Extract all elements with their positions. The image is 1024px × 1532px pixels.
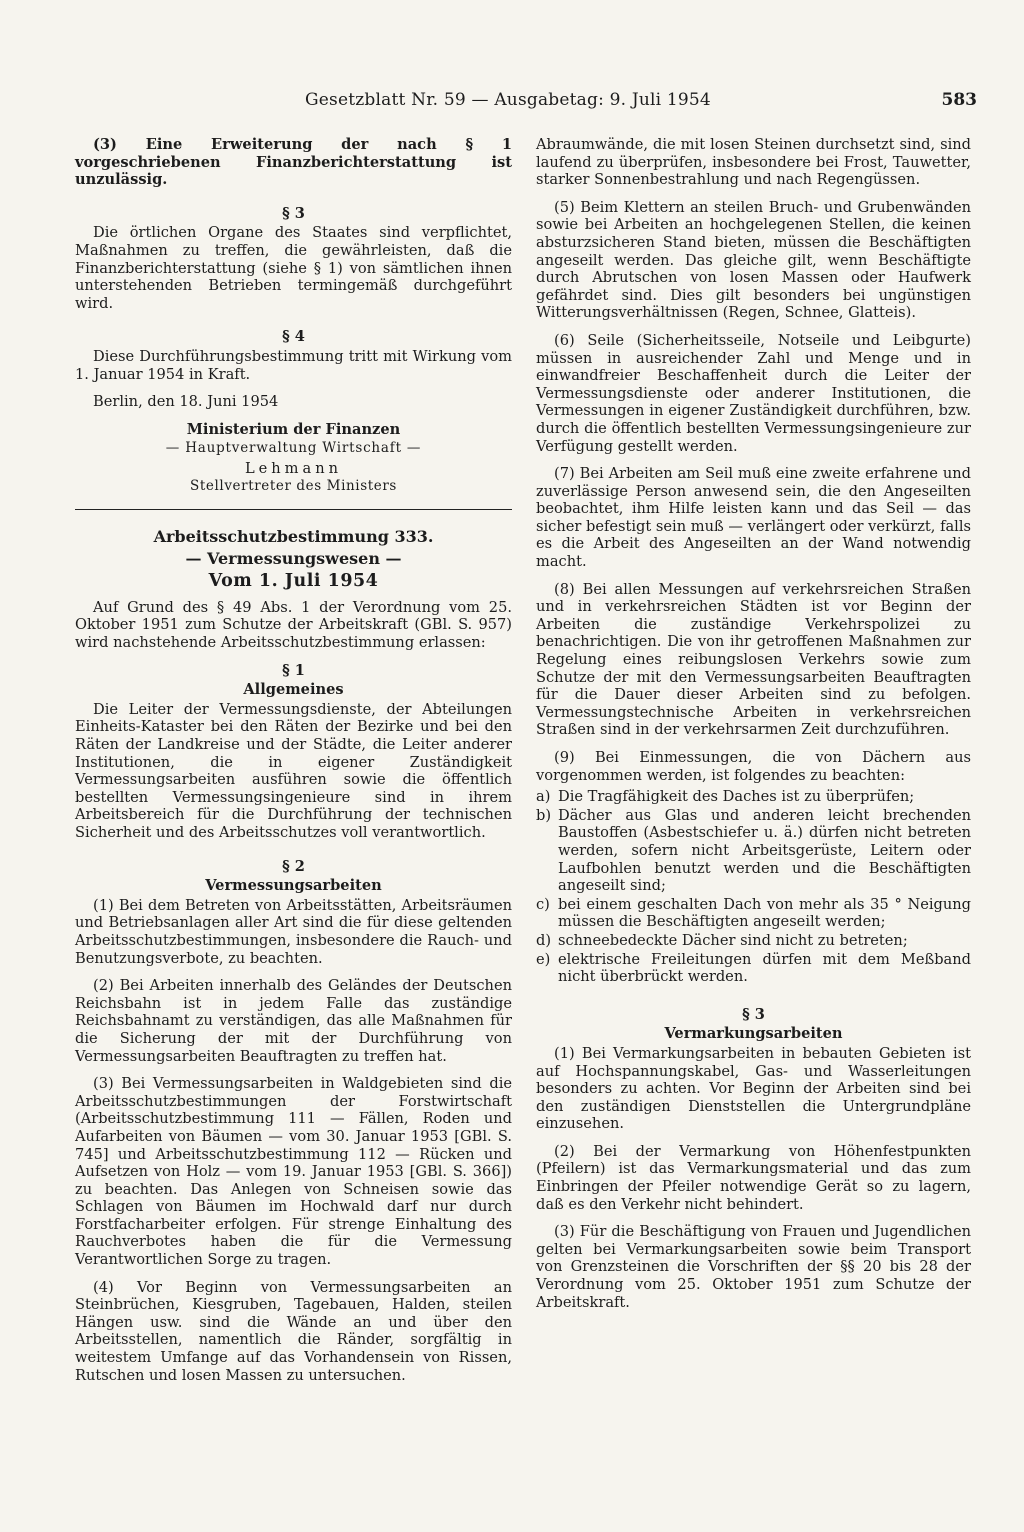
paragraph: (3) Bei Vermessungsarbeiten in Waldgebieten sind die Arbeitsschutzbestimmungen der Forstwirtschaft (Arbeitsschutzbestimmung 111 — Fällen, Roden und Aufarbeiten von Bäumen — vom 30. Januar 1953 [GBl. S. 745] und Arbeitsschutzbestimmung 112 — Rücken und Aufsetzen von Holz — vom 19. Januar 1953 [GBl. S. 366]) zu beachten. Das Anlegen von Schneisen sowie das Schlagen von Bäumen im Hochwald darf nur durch Forstfacharbeiter erfolgen. Für strenge Einhaltung des Rauchverbotes haben die für die Vermessung Verantwortlichen Sorge zu tragen. [75,1075,512,1269]
department-name: — Hauptverwaltung Wirtschaft — [165,440,422,457]
paragraph: (3) Eine Erweiterung der nach § 1 vorgeschriebenen Finanzberichterstattung ist unzulässig. [75,136,512,189]
left-column [75,136,512,1394]
paragraph: Die Leiter der Vermessungsdienste, der Abteilungen Einheits-Kataster bei den Räten der Bezirke und bei den Räten der Landkreise und der Städte, die Leiter anderer Institutionen, die in eigener Zuständigkeit Vermessungsarbeiten ausführen sowie die öffentlich bestellten Vermessungsingenieure sind in ihrem Arbeitsbereich für die Durchführung der technischen Sicherheit und des Arbeitsschutzes voll verantwortlich. [75,700,512,841]
paragraph: (1) Bei Vermarkungsarbeiten in bebauten Gebieten ist auf Hochspannungskabel, Gas- und Wasserleitungen besonders zu achten. Vor Beginn der Arbeiten sind bei den zuständigen Dienststellen die Untergrundpläne einzusehen. [536,1044,971,1133]
preamble: Auf Grund des § 49 Abs. 1 der Verordnung vom 25. Oktober 1951 zum Schutze der Arbeitskraft (GBl. S. 957) wird nachstehende Arbeitsschutzbestimmung erlassen: [75,598,512,652]
list-item [536,896,971,931]
list-item-label: a) [536,788,551,806]
section-title: Allgemeines [243,681,344,699]
list-item-label: e) [536,950,551,968]
list-item-label: d) [536,931,552,949]
list-item [536,932,971,950]
list-item-text: Dächer aus Glas und anderen leicht brechenden Baustoffen (Asbestschiefer u. ä.) dürfen nicht betreten werden, sofern nicht Arbeitsgerüste, Leitern oder Laufbohlen benutzt werden und die Beschäftigten angeseilt sind; [558,806,971,895]
paragraph: (7) Bei Arbeiten am Seil muß eine zweite erfahrene und zuverlässige Person anwesend sein, die den Angeseilten beobachtet, ihm Hilfe leisten kann und das Seil — das sicher befestigt sein muß — verlängert oder verkürzt, falls es die Arbeit des Angeseilten an der Wand notwendig macht. [536,465,971,571]
section-heading: § 3 [282,204,305,222]
paragraph: (4) Vor Beginn von Vermessungsarbeiten an Steinbrüchen, Kiesgruben, Tagebauen, Halden, steilen Hängen usw. sind die Wände an und über den Arbeitsstellen, namentlich die Ränder, sorgfältig in weitestem Umfange auf das Vorhandensein von Rissen, Rutschen und losen Massen zu untersuchen. [75,1278,512,1384]
paragraph: (8) Bei allen Messungen auf verkehrsreichen Straßen und in verkehrsreichen Städten ist vor Beginn der Arbeiten die zuständige Verkehrspolizei zu benachrichtigen. Die von ihr getroffenen Maßnahmen zur Regelung eines reibungslosen Verkehrs sowie zum Schutze der mit den Vermessungsarbeiten Beauftragten für die Dauer dieser Arbeiten sind zu befolgen. Vermessungstechnische Arbeiten in verkehrsreichen Straßen sind in der verkehrsarmen Zeit durchzuführen. [536,580,971,739]
section-title: Vermessungsarbeiten [205,877,382,895]
ordinance-subject: — Vermessungswesen — [185,548,402,568]
list-item-text: bei einem geschalten Dach von mehr als 35 ° Neigung müssen die Beschäftigten angeseilt werden; [558,895,971,931]
paragraph: Die örtlichen Organe des Staates sind verpflichtet, Maßnahmen zu treffen, die gewährleisten, daß die Finanzberichterstattung (siehe § 1) von sämtlichen ihnen unterstehenden Betrieben termingemäß durchgeführt wird. [75,224,512,312]
paragraph: Diese Durchführungsbestimmung tritt mit Wirkung vom 1. Januar 1954 in Kraft. [75,347,512,383]
ordinance-title: Arbeitsschutzbestimmung 333. [153,527,434,547]
section-heading: § 1 [282,661,305,679]
paragraph: (9) Bei Einmessungen, die von Dächern aus vorgenommen werden, ist folgendes zu beachten: [536,749,971,784]
list-item-label: c) [536,895,550,913]
list-item-text: elektrische Freileitungen dürfen mit dem Meßband nicht überbrückt werden. [558,950,971,986]
section-heading: § 2 [282,857,305,875]
page-header [305,90,977,116]
right-column [536,136,971,1321]
signatory-name: Lehmann [244,459,343,477]
list-item [536,788,971,806]
list-item-text: Die Tragfähigkeit des Daches ist zu überprüfen; [558,788,915,806]
list-item [536,807,971,895]
paragraph: (2) Bei der Vermarkung von Höhenfestpunkten (Pfeilern) ist das Vermarkungsmaterial und das zum Einbringen der Pfeiler notwendige Gerät so zu lagern, daß es den Verkehr nicht behindert. [536,1142,971,1213]
ordinance-date: Vom 1. Juli 1954 [208,571,379,592]
paragraph: (6) Seile (Sicherheitsseile, Notseile und Leibgurte) müssen in ausreichender Zahl und Menge und in einwandfreier Beschaffenheit durch die Leiter der Vermessungsdienste oder anderer Institutionen, die Vermessungen in eigener Zuständigkeit durchführen, bzw. durch die öffentlich bestellten Vermessungsingenieure zur Verfügung gestellt werden. [536,331,971,455]
paragraph: (3) Für die Beschäftigung von Frauen und Jugendlichen gelten bei Vermarkungsarbeiten sowie beim Transport von Grenzsteinen die Vorschriften der §§ 20 bis 28 der Verordnung vom 25. Oktober 1951 zum Schutze der Arbeitskraft. [536,1223,971,1311]
gazette-title: Gesetzblatt Nr. 59 — Ausgabetag: 9. Juli 1954 [305,90,711,110]
list-item-text: schneebedeckte Dächer sind nicht zu betreten; [558,931,908,949]
paragraph: (2) Bei Arbeiten innerhalb des Geländes der Deutschen Reichsbahn ist in jedem Falle das zuständige Reichsbahnamt zu verständigen, das alle Maßnahmen für die Sicherung der mit der Durchführung von Vermessungsarbeiten Beauftragten zu treffen hat. [75,977,512,1065]
paragraph: Abraumwände, die mit losen Steinen durchsetzt sind, sind laufend zu überprüfen, insbesondere bei Frost, Tauwetter, starker Sonnenbestrahlung und nach Regengüssen. [536,136,971,189]
ministry-name: Ministerium der Finanzen [186,420,401,438]
place-date: Berlin, den 18. Juni 1954 [93,393,279,411]
list-item [536,951,971,986]
paragraph: (1) Bei dem Betreten von Arbeitsstätten, Arbeitsräumen und Betriebsanlagen aller Art sind die für diese geltenden Arbeitsschutzbestimmungen, insbesondere die Rauch- und Benutzungsverbote, zu beachten. [75,896,512,967]
section-title: Vermarkungsarbeiten [664,1025,843,1043]
section-divider [75,509,512,510]
page-number: 583 [941,90,977,110]
paragraph: (5) Beim Klettern an steilen Bruch- und Grubenwänden sowie bei Arbeiten an hochgelegenen Stellen, die keinen absturzsicheren Stand bieten, müssen die Beschäftigten angeseilt werden. Das gleiche gilt, wenn Beschäftigte durch Abrutschen von losen Massen oder Haufwerk gefährdet sind. Dies gilt besonders bei ungünstigen Witterungsverhältnissen (Regen, Schnee, Glatteis). [536,198,971,322]
roof-rules-list [536,788,971,986]
signatory-role: Stellvertreter des Ministers [190,477,397,494]
section-heading: § 4 [282,328,305,346]
section-heading: § 3 [742,1005,765,1023]
list-item-label: b) [536,806,552,824]
